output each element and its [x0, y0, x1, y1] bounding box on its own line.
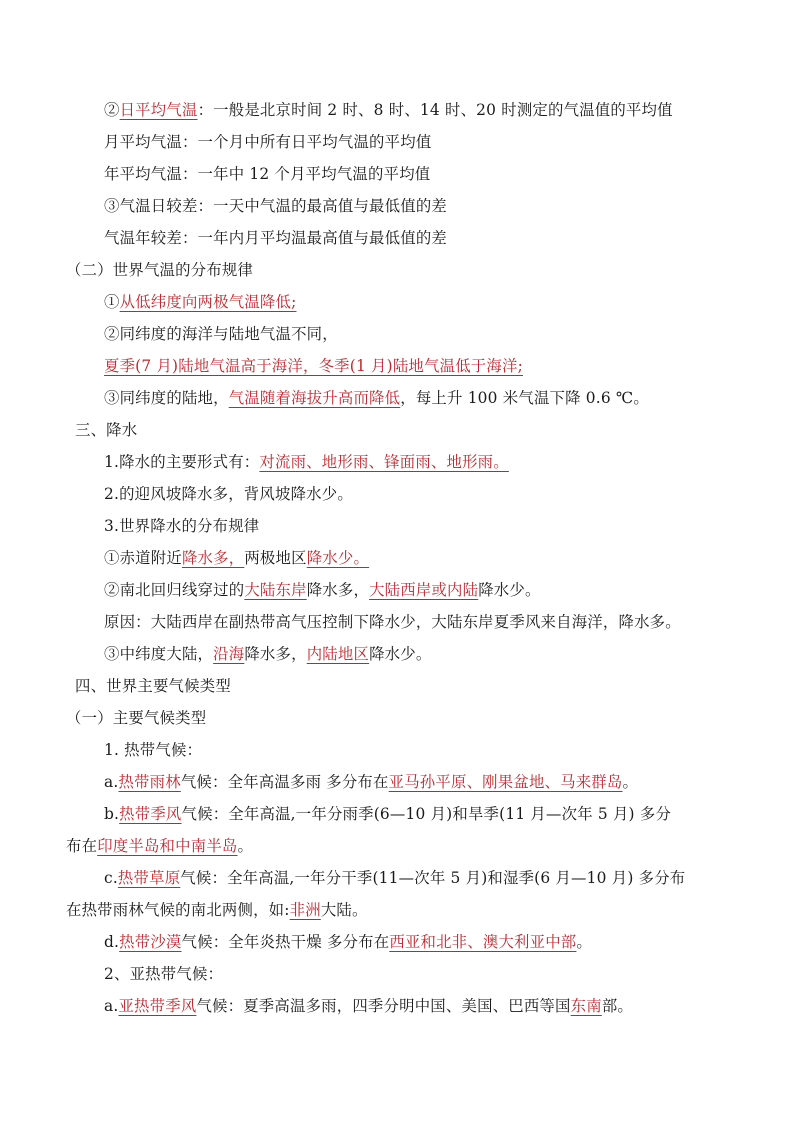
text-segment: 降水少。 [478, 581, 541, 599]
highlighted-term: 热带草原 [117, 869, 181, 887]
text-segment: d. [104, 933, 120, 951]
text-segment: 2.的迎风坡降水多，背风坡降水少。 [104, 485, 353, 503]
highlighted-term: 大陆西岸或内陆 [369, 581, 479, 599]
highlighted-term: 从低纬度向两极气温降低; [119, 293, 297, 311]
text-line [104, 802, 671, 826]
text-line [104, 290, 296, 314]
text-line [104, 354, 523, 378]
highlighted-term: 东南 [570, 997, 602, 1015]
highlighted-term: 亚热带季风 [118, 997, 197, 1015]
text-line [104, 386, 649, 410]
text-line [104, 514, 259, 538]
text-line [104, 738, 202, 762]
text-segment: 1.降水的主要形式有： [104, 453, 260, 471]
highlighted-term: 日平均气温 [119, 101, 198, 119]
text-segment: 气候：全年高温多雨 多分布在 [180, 773, 389, 791]
text-segment: 在热带雨林气候的南北两侧，如: [66, 901, 290, 919]
text-segment: a. [104, 773, 119, 791]
text-line [104, 866, 685, 890]
text-line [104, 322, 338, 346]
text-line [104, 930, 592, 954]
text-segment: 。 [237, 837, 254, 855]
text-segment: ②同纬度的海洋与陆地气温不同， [104, 325, 338, 343]
text-segment: 布在 [66, 837, 98, 855]
text-segment: ③同纬度的陆地， [104, 389, 229, 407]
text-line [104, 610, 681, 634]
text-segment: 1. 热带气候： [104, 741, 203, 759]
text-segment: 原因：大陆西岸在副热带高气压控制下降水少，大陆东岸夏季风来自海洋，降水多。 [104, 613, 681, 631]
text-segment: b. [104, 805, 120, 823]
highlighted-term: 降水多， [181, 549, 245, 567]
text-segment: 气候：全年高温,一年分干季(11—次年 5 月)和湿季(6 月—10 月) 多分布 [180, 869, 686, 887]
section-heading [66, 706, 206, 730]
text-segment: 2、亚热带气候： [104, 965, 224, 983]
text-segment: ③中纬度大陆， [104, 645, 214, 663]
text-segment: 大陆。 [320, 901, 368, 919]
highlighted-term: 降水少。 [306, 549, 370, 567]
highlighted-term: 热带沙漠 [119, 933, 182, 951]
text-segment: 。 [576, 933, 592, 951]
text-line [104, 130, 431, 154]
text-segment: ① [104, 293, 120, 311]
text-line [104, 194, 447, 218]
text-segment: ③气温日较差：一天中气温的最高值与最低值的差 [104, 197, 447, 215]
text-segment: 降水多， [306, 581, 370, 599]
text-segment: ，每上升 100 米气温下降 0.6 ℃。 [400, 389, 649, 407]
highlighted-term: 印度半岛和中南半岛 [97, 837, 238, 855]
text-segment: 月平均气温：一个月中所有日平均气温的平均值 [104, 133, 432, 151]
text-line [104, 642, 431, 666]
highlighted-term: 亚马孙平原、刚果盆地、马来群岛 [388, 773, 623, 791]
highlighted-term: 内陆地区 [306, 645, 370, 663]
text-segment: 气候：夏季高温多雨，四季分明中国、美国、巴西等国 [196, 997, 571, 1015]
text-segment: 年平均气温：一年中 12 个月平均气温的平均值 [104, 165, 431, 183]
text-line [104, 482, 353, 506]
section-heading [75, 418, 137, 442]
text-line [104, 962, 223, 986]
text-line [104, 578, 541, 602]
section-heading [75, 674, 231, 698]
text-segment: 三、降水 [75, 421, 138, 439]
text-segment: 两极地区 [244, 549, 307, 567]
text-line [66, 898, 368, 922]
text-segment: 四、世界主要气候类型 [75, 677, 231, 695]
text-segment: 部。 [601, 997, 633, 1015]
text-line [104, 994, 633, 1018]
text-line [104, 162, 430, 186]
text-line [104, 98, 673, 122]
text-segment: a. [104, 997, 119, 1015]
text-segment: 降水少。 [369, 645, 432, 663]
text-segment: （二）世界气温的分布规律 [66, 261, 254, 279]
text-segment: ② [104, 101, 120, 119]
highlighted-term: 西亚和北非、澳大利亚中部 [389, 933, 577, 951]
text-segment: 降水多， [244, 645, 307, 663]
text-line [104, 226, 447, 250]
text-segment: （一）主要气候类型 [66, 709, 207, 727]
highlighted-term: 热带季风 [119, 805, 182, 823]
text-line [66, 834, 253, 858]
text-segment: 3.世界降水的分布规律 [104, 517, 260, 535]
highlighted-term: 大陆东岸 [244, 581, 307, 599]
highlighted-term: 非洲 [289, 901, 321, 919]
highlighted-term: 沿海 [213, 645, 245, 663]
text-segment: 气候：全年高温,一年分雨季(6—10 月)和旱季(11 月—次年 5 月) 多分 [181, 805, 672, 823]
highlighted-term: 夏季(7 月)陆地气温高于海洋，冬季(1 月)陆地气温低于海洋; [104, 357, 523, 375]
text-segment: ②南北回归线穿过的 [104, 581, 245, 599]
text-segment: ①赤道附近 [104, 549, 182, 567]
text-segment: 气温年较差：一年内月平均温最高值与最低值的差 [104, 229, 447, 247]
section-heading [66, 258, 253, 282]
text-line [104, 546, 369, 570]
text-segment: c. [104, 869, 118, 887]
text-line [104, 770, 638, 794]
text-segment: ：一般是北京时间 2 时、8 时、14 时、20 时测定的气温值的平均值 [197, 101, 673, 119]
text-segment: 气候：全年炎热干燥 多分布在 [181, 933, 390, 951]
text-line [104, 450, 509, 474]
text-segment: 。 [622, 773, 639, 791]
highlighted-term: 对流雨、地形雨、锋面雨、地形雨。 [259, 453, 509, 471]
highlighted-term: 气温随着海拔升高而降低 [228, 389, 401, 407]
highlighted-term: 热带雨林 [118, 773, 181, 791]
